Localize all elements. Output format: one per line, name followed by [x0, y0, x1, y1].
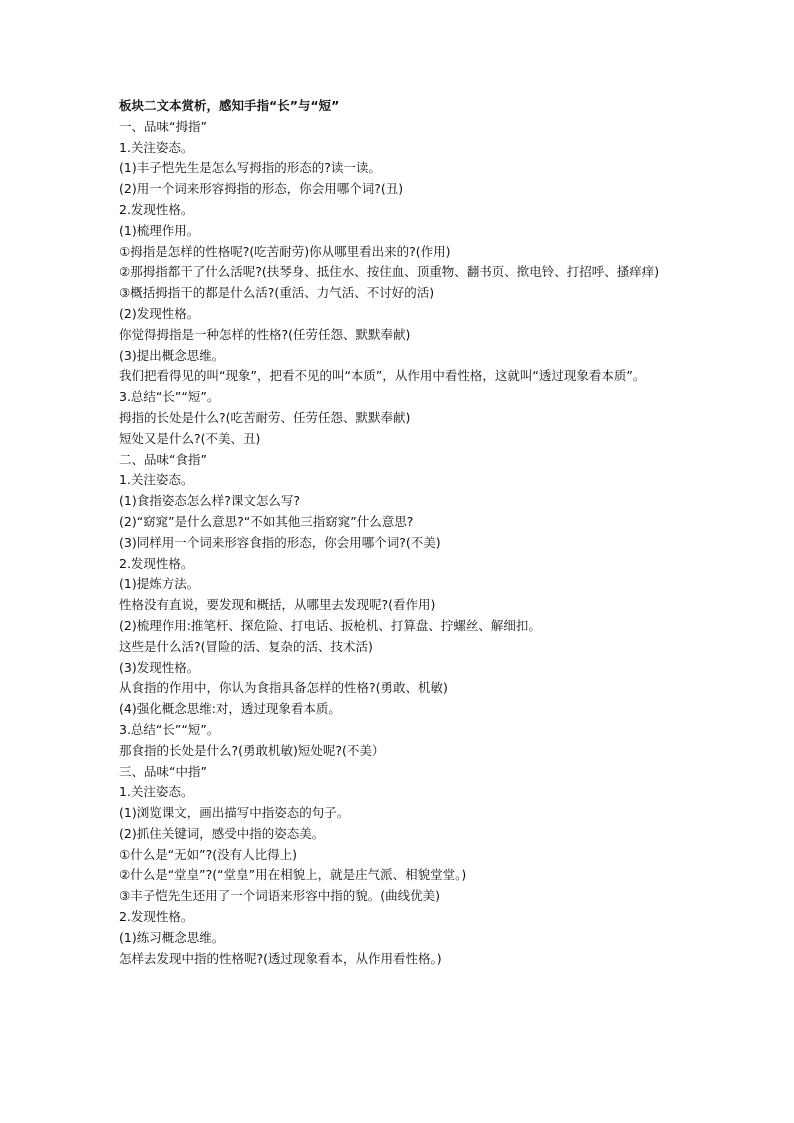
text-line: 3.总结“长”“短”。: [119, 389, 220, 405]
text-line: 3.总结“长”“短”。: [119, 721, 220, 737]
text-line: 这些是什么活?(冒险的活、复杂的活、技术活): [119, 638, 373, 654]
text-line: ②那拇指都干了什么活呢?(扶琴身、抵住水、按住血、顶重物、翻书页、揿电铃、打招呼、搔痒痒): [119, 264, 660, 280]
section-title: 板块二文本赏析，感知手指“长”与“短”: [119, 98, 340, 113]
text-line: 怎样去发现中指的性格呢?(透过现象看本，从作用看性格。): [119, 950, 442, 966]
text-line: ①什么是“无如”?(没有人比得上): [119, 846, 298, 862]
heading-index-finger: 二、品味“食指”: [119, 451, 207, 467]
text-line: (3)同样用一个词来形容食指的形态，你会用哪个词?(不美): [119, 534, 441, 550]
text-line: 你觉得拇指是一种怎样的性格?(任劳任怨、默默奉献): [119, 326, 411, 342]
text-line: (2)“窈窕”是什么意思?“不如其他三指窈窕”什么意思?: [119, 513, 414, 529]
text-line: (3)发现性格。: [119, 659, 200, 675]
text-line: (4)强化概念思维:对，透过现象看本质。: [119, 701, 341, 717]
text-line: ②什么是“堂皇”?(“堂皇”用在相貌上，就是庄气派、相貌堂堂。): [119, 867, 467, 883]
text-line: (2)用一个词来形容拇指的形态，你会用哪个词?(丑): [119, 181, 404, 197]
text-line: 我们把看得见的叫“现象”，把看不见的叫“本质”，从作用中看性格，这就叫“透过现象看本质”。: [119, 368, 646, 384]
heading-thumb: 一、品味“拇指”: [119, 118, 207, 134]
text-line: 2.发现性格。: [119, 201, 194, 217]
text-line: (2)发现性格。: [119, 305, 200, 321]
text-line: 2.发现性格。: [119, 909, 194, 925]
text-line: 短处又是什么?(不美、丑): [119, 430, 261, 446]
text-line: 性格没有直说，要发现和概括，从哪里去发现呢?(看作用): [119, 597, 436, 613]
text-line: 1.关注姿态。: [119, 784, 194, 800]
text-line: ③概括拇指干的都是什么活?(重活、力气活、不讨好的活): [119, 285, 435, 301]
text-line: 拇指的长处是什么?(吃苦耐劳、任劳任怨、默默奉献): [119, 409, 411, 425]
heading-middle-finger: 三、品味“中指”: [119, 763, 207, 779]
text-line: (1)浏览课文，画出描写中指姿态的句子。: [119, 805, 350, 821]
text-line: (1)练习概念思维。: [119, 929, 225, 945]
text-line: ①拇指是怎样的性格呢?(吃苦耐劳)你从哪里看出来的?(作用): [119, 243, 451, 259]
text-line: 那食指的长处是什么?(勇敢机敏)短处呢?(不美）: [119, 742, 385, 758]
text-line: (1)提炼方法。: [119, 576, 200, 592]
text-line: ③丰子恺先生还用了一个词语来形容中指的貌。(曲线优美): [119, 888, 440, 904]
text-line: (3)提出概念思维。: [119, 347, 225, 363]
text-line: 1.关注姿态。: [119, 139, 194, 155]
text-line: (1)梳理作用。: [119, 222, 200, 238]
text-line: (2)梳理作用:推笔杆、探危险、打电话、扳枪机、打算盘、拧螺丝、解细扣。: [119, 617, 541, 633]
text-line: 从食指的作用中，你认为食指具备怎样的性格?(勇敢、机敏): [119, 680, 448, 696]
text-line: 1.关注姿态。: [119, 472, 194, 488]
text-line: (2)抓住关键词，感受中指的姿态美。: [119, 825, 325, 841]
text-line: (1)丰子恺先生是怎么写拇指的形态的?读一读。: [119, 160, 381, 176]
text-line: (1)食指姿态怎么样?课文怎么写?: [119, 493, 300, 509]
document-body: [119, 96, 694, 969]
text-line: 2.发现性格。: [119, 555, 194, 571]
